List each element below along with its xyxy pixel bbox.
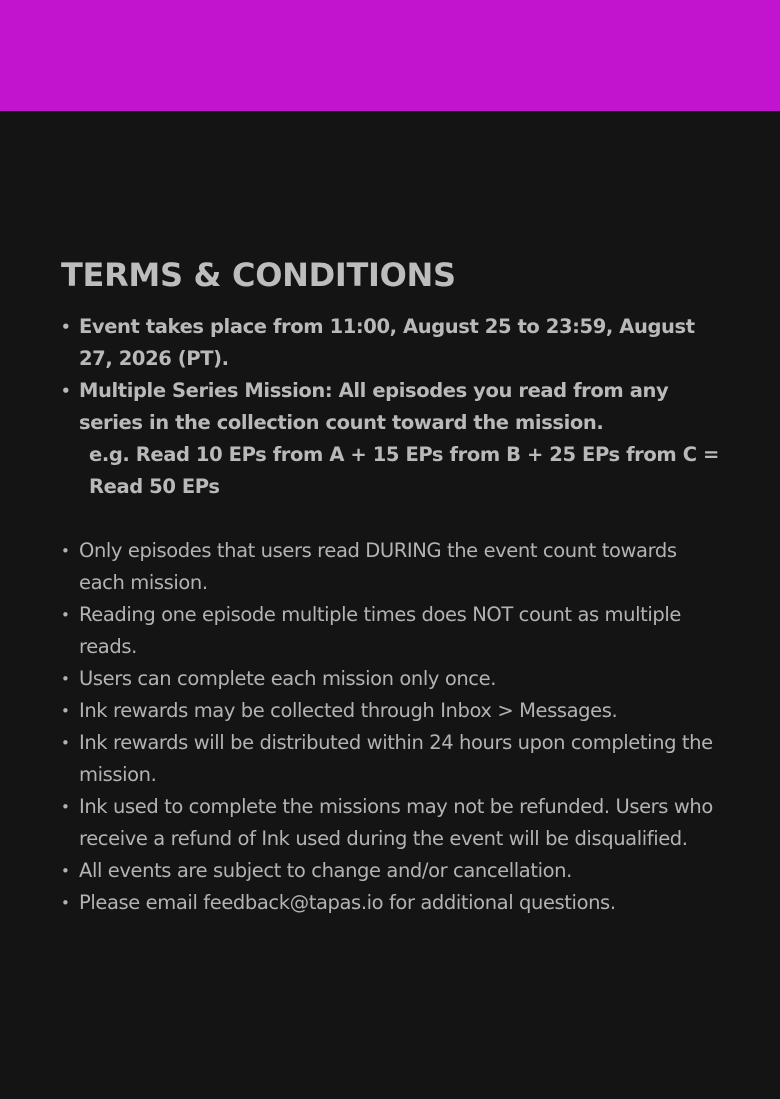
term-item: • Users can complete each mission only once. bbox=[61, 663, 721, 695]
term-item: • Ink rewards may be collected through Inbox > Messages. bbox=[61, 695, 721, 727]
term-item: • Reading one episode multiple times does NOT count as multiple reads. bbox=[61, 599, 721, 663]
terms-list bbox=[61, 535, 721, 919]
term-multiple-series-text: Multiple Series Mission: All episodes you read from any series in the collection count toward the mission. bbox=[79, 379, 669, 434]
key-terms-list bbox=[61, 311, 721, 503]
term-event-period: • Event takes place from 11:00, August 25 to 23:59, August 27, 2026 (PT). bbox=[61, 311, 721, 375]
terms-section bbox=[61, 255, 721, 919]
list-spacer bbox=[61, 503, 721, 535]
term-item: • Ink rewards will be distributed within 24 hours upon completing the mission. bbox=[61, 727, 721, 791]
term-item: • Please email feedback@tapas.io for additional questions. bbox=[61, 887, 721, 919]
term-item: • Only episodes that users read DURING the event count towards each mission. bbox=[61, 535, 721, 599]
term-item: • All events are subject to change and/or cancellation. bbox=[61, 855, 721, 887]
term-example: e.g. Read 10 EPs from A + 15 EPs from B + 25 EPs from C = Read 50 EPs bbox=[89, 443, 719, 498]
term-multiple-series-mission bbox=[61, 375, 721, 503]
term-item: • Ink used to complete the missions may not be refunded. Users who receive a refund of Ink used during the event will be disqualified. bbox=[61, 791, 721, 855]
terms-title: TERMS & CONDITIONS bbox=[61, 256, 456, 294]
top-banner bbox=[0, 0, 780, 111]
